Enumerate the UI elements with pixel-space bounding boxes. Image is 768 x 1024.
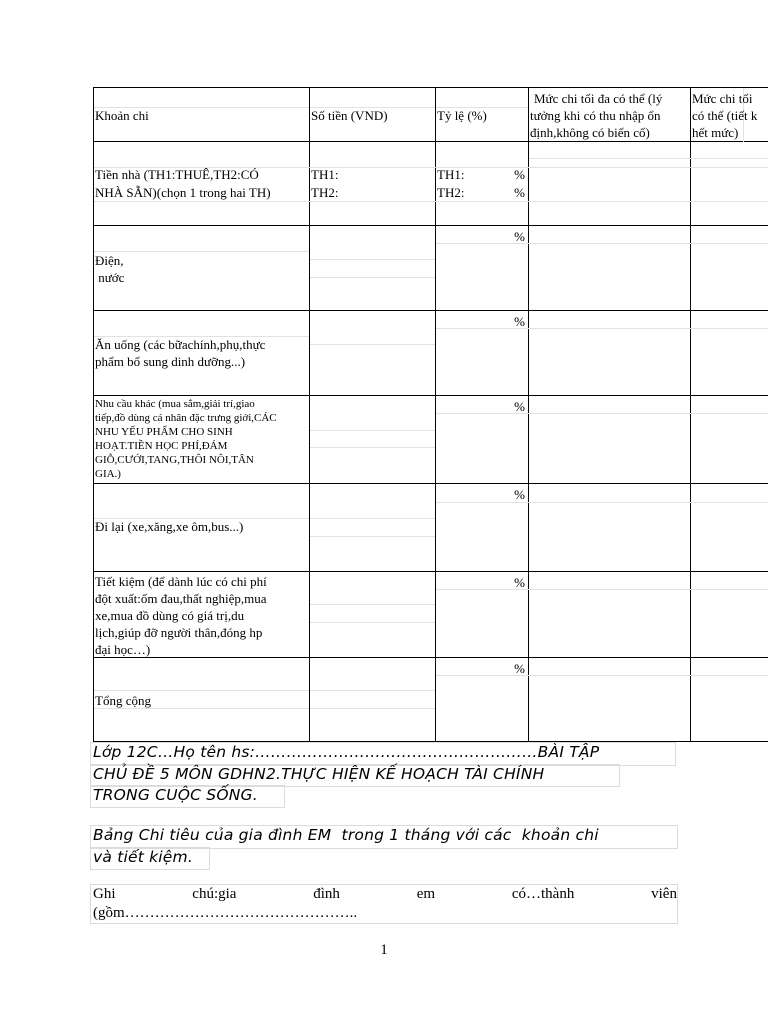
header-ty-le: Tỷ lệ (%) (437, 108, 487, 123)
row-label: đột xuất:ốm đau,thất nghiệp,mua (95, 591, 267, 606)
note-word: đình (313, 886, 340, 902)
percent-sign: % (514, 399, 525, 414)
row-label: NHÀ SẴN)(chọn 1 trong hai TH) (95, 185, 271, 200)
percent-sign: % (514, 487, 525, 502)
row-label: GIA.) (95, 468, 121, 480)
row-label: Điện, (95, 253, 124, 268)
row-label: lịch,giúp đỡ người thân,đóng hp (95, 625, 263, 640)
note-word: chú:gia (192, 886, 237, 902)
row-label: Tiết kiệm (để dành lúc có chi phí (95, 574, 267, 589)
note-word: Ghi (93, 886, 116, 902)
amount-th2[interactable]: TH2: (311, 185, 339, 200)
ratio-th2[interactable]: TH2: (437, 185, 465, 200)
note-line-2: (gồm……………………………………….. (93, 905, 358, 921)
header-so-tien: Số tiền (VND) (311, 108, 388, 123)
percent-sign: % (514, 167, 525, 182)
row-label: Đi lại (xe,xăng,xe ôm,bus...) (95, 519, 244, 534)
row-label: Tổng cộng (95, 693, 151, 708)
header-khoan-chi: Khoản chi (95, 108, 149, 123)
title-line-1: Lớp 12C…Họ tên hs:………………………………………………BÀI TẬP (93, 743, 600, 761)
subtitle-line-1: Bảng Chi tiêu của gia đình EM trong 1 tháng với các khoản chi (93, 826, 599, 844)
row-label: NHU YẾU PHẨM CHO SINH (95, 426, 233, 438)
header-muc-chi-toi-thieu: Mức chi tối có thể (tiết k hết mức) (692, 91, 758, 140)
amount-th1[interactable]: TH1: (311, 167, 339, 182)
ratio-th1[interactable]: TH1: (437, 167, 465, 182)
subtitle-line-2: và tiết kiệm. (93, 848, 193, 866)
document-page: Khoản chi Số tiền (VND) Tỷ lệ (%) Mức chi tối đa có thể (lý tưởng khi có thu nhập ổn định,không có biến cố) Mức chi tối có thể (tiết k hết mức) Tiền nhà (TH1:THUÊ,TH2:CÓ NHÀ SẴN)(chọn 1 trong hai TH) TH1: TH2: TH1: TH2: % % Điện, nước % Ăn uống (các bữachính,phụ,thực phẩm bổ sung dinh dưỡng...) % Nhu cầu khác (mua sắm,giải trí,giao tiếp,đồ dùng cá nhân đặc trưng giới,CÁC NHU YẾU PHẨM CHO SINH HOẠT.TIỀN HỌC PHÍ,ĐÁM GIỖ,CƯỚI,TANG,THÔI NÔI,TÂN GIA.) % Đi lại (xe,xăng,xe ôm,bus...) % Tiết kiệm (để dành lúc có chi phí đột xuất:ốm đau,thất nghiệp,mua xe,mua đồ dùng có giá trị,du lịch,giúp đỡ người thân,đóng hp đại học…) % Tổng cộng % Lớp 12C…Họ tên hs:………………………………………………BÀI TẬP CHỦ ĐỀ 5 MÔN GDHN2.THỰC HIỆN KẾ HOẠCH TÀI CHÍNH TRONG CUỘC SỐNG. Bảng Chi tiêu của gia đình EM trong 1 tháng với các khoản chi và tiết kiệm. Ghi chú:gia đình em có…thành viên (gồm……………………………………….. 1 (0, 0, 768, 1024)
row-label: tiếp,đồ dùng cá nhân đặc trưng giới,CÁC (95, 412, 277, 424)
percent-sign: % (514, 661, 525, 676)
row-label: Nhu cầu khác (mua sắm,giải trí,giao (95, 398, 255, 410)
note-word: viên (651, 886, 677, 902)
note-word: em (416, 886, 436, 902)
row-label: HOẠT.TIỀN HỌC PHÍ,ĐÁM (95, 440, 228, 452)
title-line-2: CHỦ ĐỀ 5 MÔN GDHN2.THỰC HIỆN KẾ HOẠCH TÀI CHÍNH (93, 765, 545, 783)
row-label: Tiền nhà (TH1:THUÊ,TH2:CÓ (95, 167, 259, 182)
row-label: GIỖ,CƯỚI,TANG,THÔI NÔI,TÂN (95, 454, 254, 466)
note-word: có…thành (511, 886, 575, 902)
title-line-3: TRONG CUỘC SỐNG. (93, 786, 258, 804)
percent-sign: % (514, 185, 525, 200)
row-label: nước (95, 270, 125, 285)
row-label: đại học…) (95, 642, 151, 657)
percent-sign: % (514, 229, 525, 244)
percent-sign: % (514, 314, 525, 329)
note-line-1 (93, 884, 677, 905)
row-label: xe,mua đồ dùng có giá trị,du (95, 608, 245, 623)
percent-sign: % (514, 575, 525, 590)
row-label: Ăn uống (các bữachính,phụ,thực (95, 337, 266, 352)
row-label: phẩm bổ sung dinh dưỡng...) (95, 354, 246, 369)
page-number: 1 (380, 942, 388, 958)
